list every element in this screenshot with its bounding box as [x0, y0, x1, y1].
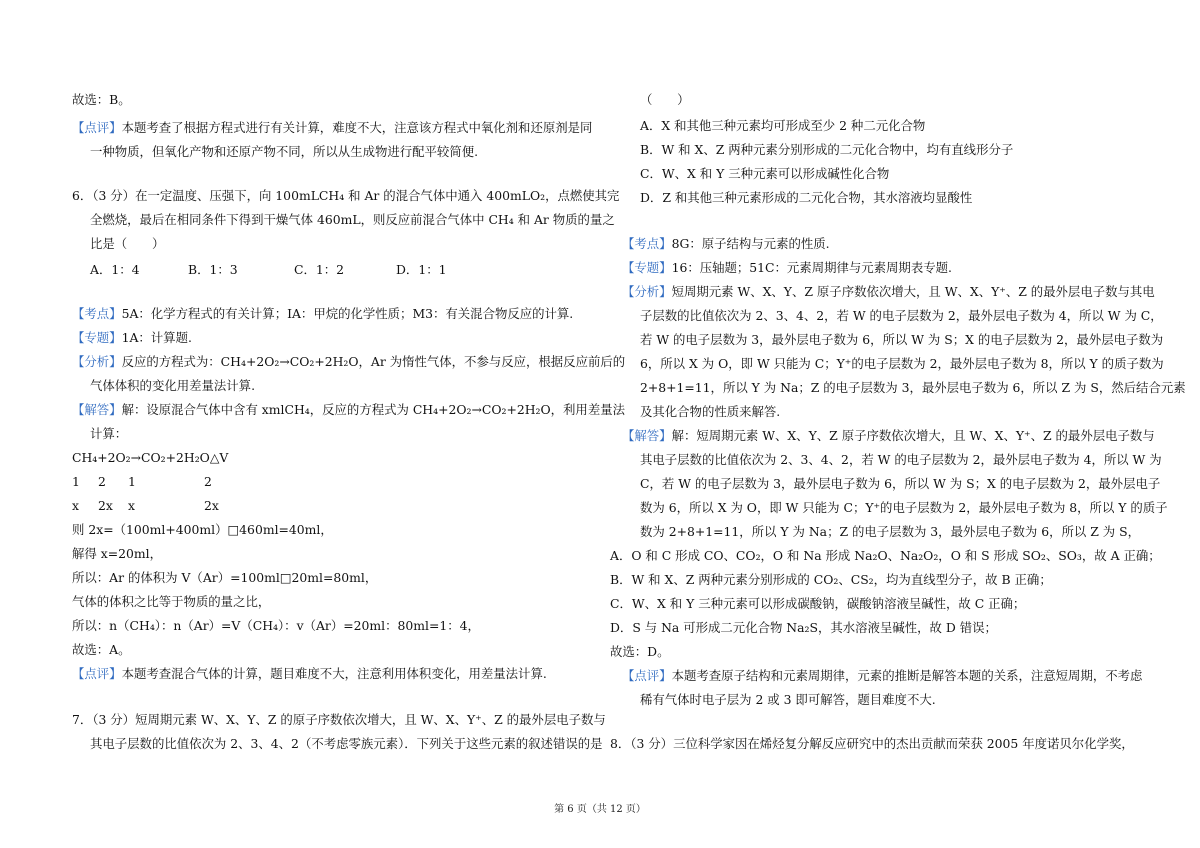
- text-line: 及其化合物的性质来解答.: [640, 404, 781, 419]
- q7-dianping: 【点评】本题考查原子结构和元素周期律，元素的推断是解答本题的关系，注意短周期，不考虑: [622, 668, 1143, 683]
- text-line: 一种物质，但氧化产物和还原产物不同，所以从生成物进行配平较简便.: [90, 144, 479, 159]
- q6-fenxi: 【分析】反应的方程式为：CH₄+2O₂→CO₂+2H₂O，Ar 为惰性气体，不参与反应，根据反应前后的: [72, 354, 626, 369]
- q7-option-a: A．X 和其他三种元素均可形成至少 2 种二元化合物: [640, 118, 926, 133]
- text-line: 若 W 的电子层数为 3，最外层电子数为 6，所以 W 为 S；X 的电子层数为 2，最外层电子数为: [640, 332, 1164, 347]
- text-line: 2+8+1=11，所以 Y 为 Na；Z 的电子层数为 3，最外层电子数为 6，所以 Z 为 S，然后结合元素: [640, 380, 1186, 395]
- solution-b: B．W 和 X、Z 两种元素分别形成的 CO₂、CS₂，均为直线型分子，故 B 正确；: [610, 572, 1052, 587]
- text-line: 所以：n（CH₄）：n（Ar）=V（CH₄）：v（Ar）=20ml：80ml=1：4，: [72, 618, 480, 633]
- text-line: 其电子层数的比值依次为 2、3、4、2，若 W 的电子层数为 2，最外层电子数为 4，所以 W 为: [640, 452, 1162, 467]
- text-line: （ ）: [640, 92, 690, 107]
- q7-option-d: D．Z 和其他三种元素形成的二元化合物，其水溶液均显酸性: [640, 190, 973, 205]
- q6-option-d: D．1：1: [396, 262, 447, 277]
- text-line: 计算：: [90, 426, 128, 441]
- solution-c: C．W、X 和 Y 三种元素可以形成碳酸钠，碳酸钠溶液呈碱性，故 C 正确；: [610, 596, 1026, 611]
- q6-dianping: 【点评】本题考查混合气体的计算，题目难度不大，注意利用体积变化，用差量法计算.: [72, 666, 547, 681]
- text-line: C，若 W 的电子层数为 3，最外层电子数为 6，所以 W 为 S；X 的电子层数为 2，最外层电子: [640, 476, 1161, 491]
- q6-kaodian: 【考点】5A：化学方程式的有关计算；IA：甲烷的化学性质；M3：有关混合物反应的计算.: [72, 306, 574, 321]
- text-line: 则 2x=（100ml+400ml）□460ml=40ml，: [72, 522, 333, 537]
- text-line: 故选：B。: [72, 92, 131, 107]
- text-line: 稀有气体时电子层为 2 或 3 即可解答，题目难度不大.: [640, 692, 936, 707]
- q6-option-a: A．1：4: [90, 262, 140, 277]
- page-footer: 第 6 页（共 12 页）: [554, 804, 646, 815]
- solution-a: A．O 和 C 形成 CO、CO₂，O 和 Na 形成 Na₂O、Na₂O₂，O 和 S 形成 SO₂、SO₃，故 A 正确；: [610, 548, 1161, 563]
- text-line: 数为 2+8+1=11，所以 Y 为 Na；Z 的电子层数为 3，最外层电子数为 6，所以 Z 为 S，: [640, 524, 1140, 539]
- text-line: 故选：A。: [72, 642, 131, 657]
- question-7-stem: 7．（3 分）短周期元素 W、X、Y、Z 的原子序数依次增大，且 W、X、Y⁺、Z 的最外层电子数与: [72, 712, 606, 727]
- q6-option-b: B．1：3: [188, 262, 238, 277]
- tag-dianping: 【点评】: [72, 120, 122, 135]
- text-line: 数为 6，所以 X 为 O，即 W 只能为 C；Y⁺的电子层数为 2，最外层电子数为 8，所以 Y 的质子: [640, 500, 1168, 515]
- text-line: 6，所以 X 为 O，即 W 只能为 C；Y⁺的电子层数为 2，最外层电子数为 8，所以 Y 的质子数为: [640, 356, 1164, 371]
- text-line: 故选：D。: [610, 644, 670, 659]
- solution-d: D．S 与 Na 可形成二元化合物 Na₂S，其水溶液呈碱性，故 D 错误；: [610, 620, 997, 635]
- q7-option-b: B．W 和 X、Z 两种元素分别形成的二元化合物中，均有直线形分子: [640, 142, 1014, 157]
- text-line: 解得 x=20ml，: [72, 546, 162, 561]
- text-line: 比是（ ）: [90, 236, 165, 251]
- q6-option-c: C．1：2: [294, 262, 345, 277]
- question-8-stem: 8．（3 分）三位科学家因在烯烃复分解反应研究中的杰出贡献而荣获 2005 年度诺贝尔化学奖，: [610, 736, 1134, 751]
- text-line: 气体体积的变化用差量法计算.: [90, 378, 256, 393]
- q7-zhuanti: 【专题】16：压轴题；51C：元素周期律与元素周期表专题.: [622, 260, 952, 275]
- text-line: 气体的体积之比等于物质的量之比，: [72, 594, 271, 609]
- q6-jieda: 【解答】解：设原混合气体中含有 xmlCH₄，反应的方程式为 CH₄+2O₂→CO₂+2H₂O，利用差量法: [72, 402, 625, 417]
- q5-comment: 【点评】本题考查了根据方程式进行有关计算，难度不大，注意该方程式中氧化剂和还原剂是同: [72, 120, 593, 135]
- q7-fenxi: 【分析】短周期元素 W、X、Y、Z 原子序数依次增大，且 W、X、Y⁺、Z 的最外层电子数与其电: [622, 284, 1155, 299]
- q7-jieda: 【解答】解：短周期元素 W、X、Y、Z 原子序数依次增大，且 W、X、Y⁺、Z 的最外层电子数与: [622, 428, 1155, 443]
- coefficient-row: 1 2 1 2: [72, 474, 212, 489]
- q7-option-c: C．W、X 和 Y 三种元素可以形成碱性化合物: [640, 166, 890, 181]
- q6-zhuanti: 【专题】1A：计算题.: [72, 330, 192, 345]
- text-line: 所以：Ar 的体积为 V（Ar）=100ml□20ml=80ml，: [72, 570, 378, 585]
- question-6-stem: 6．（3 分）在一定温度、压强下，向 100mLCH₄ 和 Ar 的混合气体中通入 400mLO₂，点燃使其完: [72, 188, 620, 203]
- text-line: 全燃烧，最后在相同条件下得到干燥气体 460mL，则反应前混合气体中 CH₄ 和 Ar 物质的量之: [90, 212, 615, 227]
- text-line: 其电子层数的比值依次为 2、3、4、2（不考虑零族元素）．下列关于这些元素的叙述错误的是: [90, 736, 603, 751]
- variable-row: x 2x x 2x: [72, 498, 219, 513]
- equation: CH₄+2O₂→CO₂+2H₂O△V: [72, 450, 229, 465]
- q7-kaodian: 【考点】8G：原子结构与元素的性质.: [622, 236, 830, 251]
- text-line: 子层数的比值依次为 2、3、4、2，若 W 的电子层数为 2，最外层电子数为 4，所以 W 为 C，: [640, 308, 1163, 323]
